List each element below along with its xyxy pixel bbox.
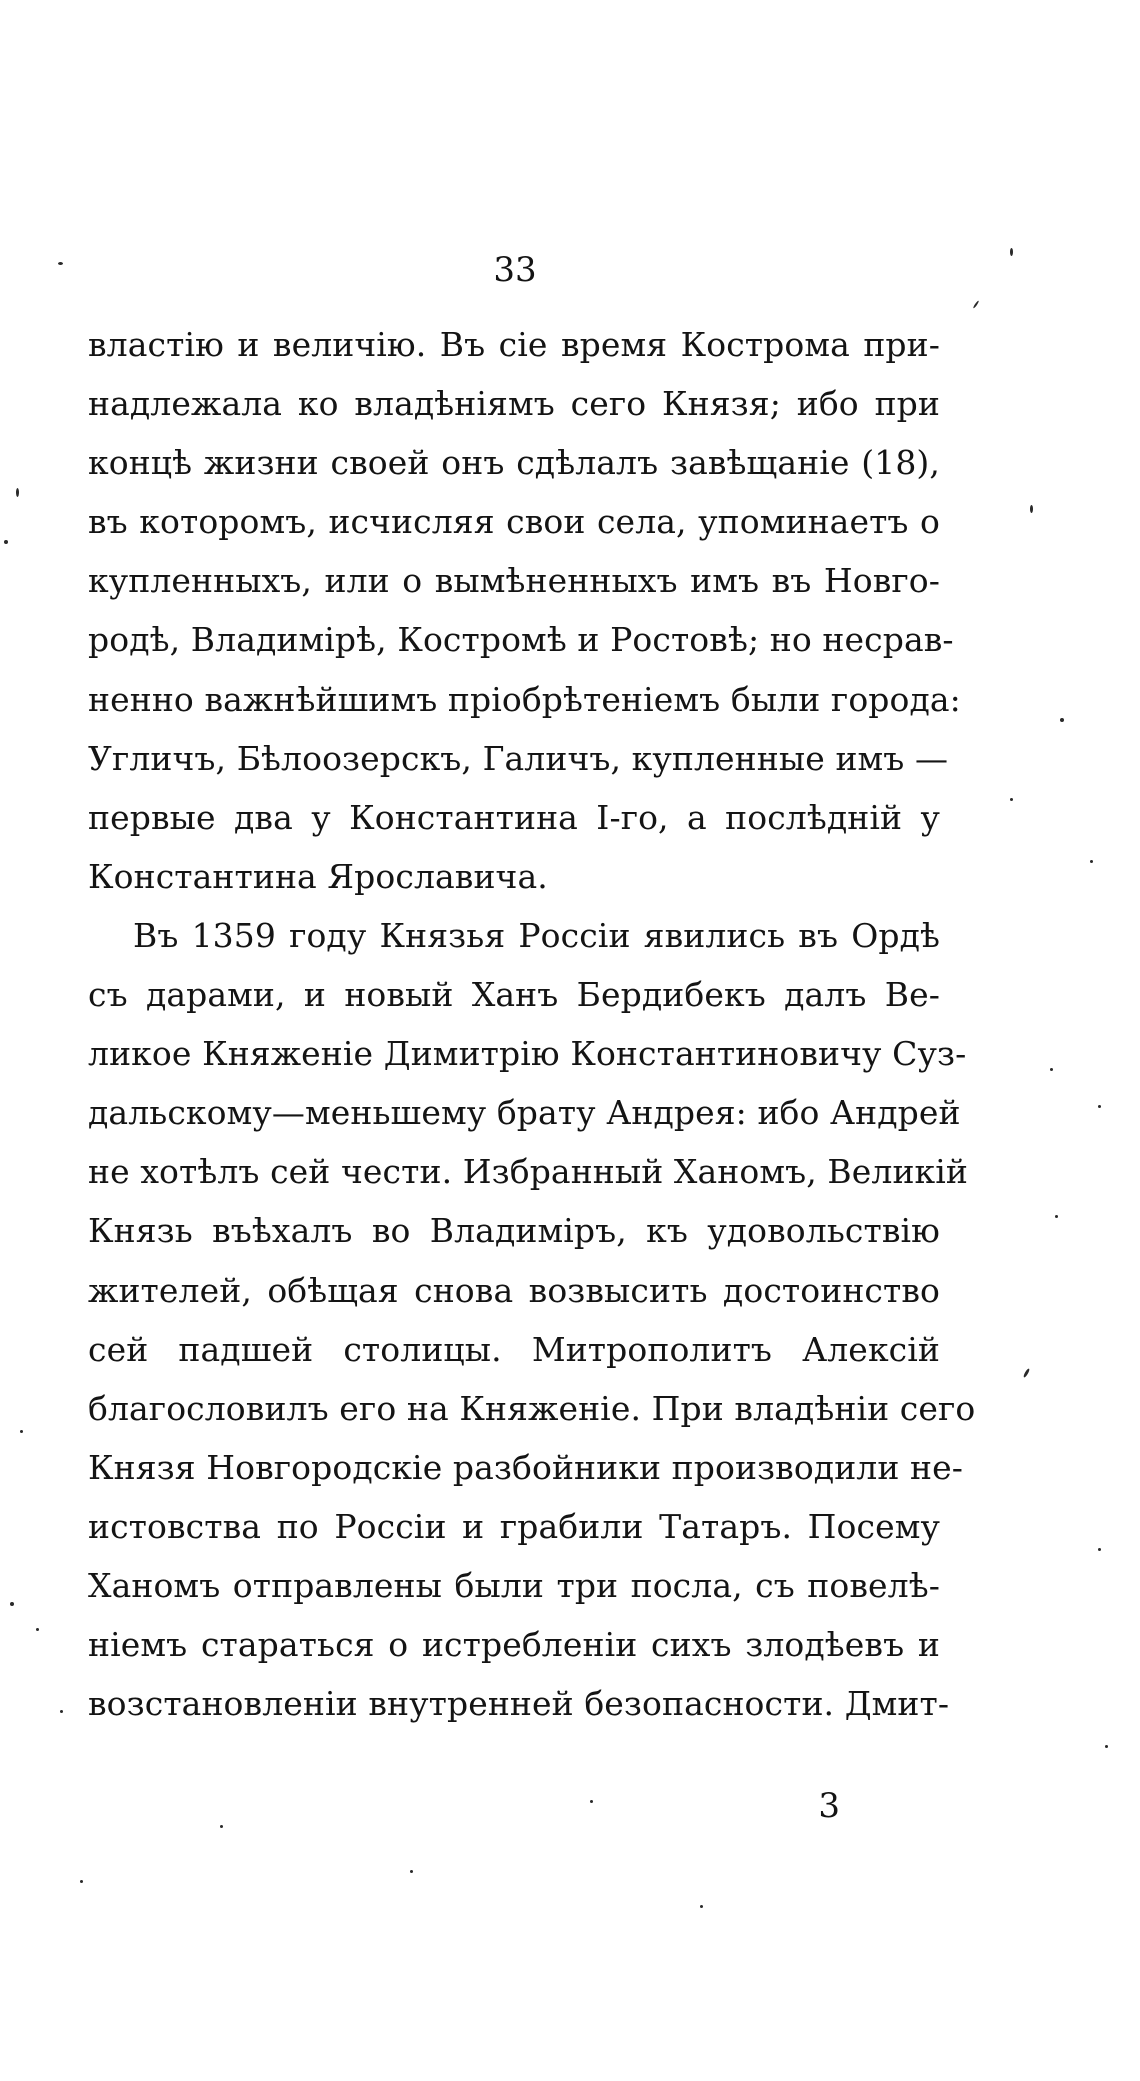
scan-speck: [1105, 1745, 1108, 1748]
scan-speck: [10, 1602, 14, 1606]
scan-speck: [410, 1870, 413, 1873]
scan-speck: [1060, 718, 1064, 722]
text-line: властію и величію. Въ сіе время Кострома при-: [88, 325, 940, 364]
scan-speck: [1023, 1368, 1031, 1378]
text-line: Князь въѣхалъ во Владиміръ, къ удовольствію: [88, 1211, 940, 1251]
text-line: не хотѣлъ сей чести. Избранный Ханомъ, Великій: [88, 1152, 969, 1192]
text-line: родѣ, Владимірѣ, Костромѣ и Ростовѣ; но несрав-: [88, 620, 954, 660]
text-line: ликое Княженіе Димитрію Константиновичу Суз-: [88, 1034, 967, 1074]
scan-speck: [973, 300, 980, 309]
scan-speck: [1090, 860, 1093, 863]
text-line: ненно важнѣйшимъ пріобрѣтеніемъ были города:: [88, 679, 961, 719]
text-line: ніемъ стараться о истребленіи сихъ злодѣевъ и: [88, 1625, 940, 1665]
scan-speck: [20, 1430, 23, 1433]
text-line: жителей, обѣщая снова возвысить достоинство: [88, 1270, 940, 1310]
scan-speck: [1055, 1215, 1058, 1218]
text-line: благословилъ его на Княженіе. При владѣніи сего: [88, 1388, 976, 1428]
text-line: дальскому—меньшему брату Андрея: ибо Андрей: [88, 1093, 961, 1133]
scan-speck: [58, 262, 63, 265]
text-line: въ которомъ, исчисляя свои села, упоминаетъ о: [88, 502, 940, 542]
text-line-last: Константина Ярославича.: [88, 856, 548, 896]
text-line: надлежала ко владѣніямъ сего Князя; ибо при: [88, 384, 940, 424]
scan-speck: [1098, 1548, 1101, 1551]
text-line: Ханомъ отправлены были три посла, съ повелѣ-: [88, 1566, 940, 1606]
scan-speck: [1030, 505, 1033, 513]
scan-speck: [590, 1800, 593, 1803]
text-line: первые два у Константина I-го, а послѣдній у: [88, 797, 940, 837]
scan-speck: [16, 488, 19, 497]
signature-mark: 3: [818, 1786, 840, 1826]
scan-speck: [4, 540, 8, 544]
text-line-first: Въ 1359 году Князья Россіи явились въ Ордѣ: [133, 916, 940, 955]
text-line: Угличъ, Бѣлоозерскъ, Галичъ, купленные имъ —: [88, 738, 949, 778]
scan-speck: [700, 1905, 703, 1908]
page-number: 33: [493, 250, 537, 290]
paragraph-1: [88, 315, 961, 906]
scan-speck: [1010, 248, 1013, 256]
text-line: истовства по Россіи и грабили Татаръ. Посему: [88, 1506, 940, 1546]
text-line: Князя Новгородскіе разбойники производили не-: [88, 1447, 964, 1487]
text-line: съ дарами, и новый Ханъ Бердибекъ далъ Ве-: [88, 975, 940, 1015]
scan-speck: [220, 1825, 223, 1828]
scan-speck: [36, 1628, 39, 1631]
scan-speck: [80, 1880, 83, 1883]
scan-speck: [60, 1710, 63, 1713]
scan-speck: [1098, 1105, 1101, 1108]
scan-speck: [1050, 1068, 1053, 1071]
paragraph-2: [88, 906, 976, 1733]
text-line: возстановленіи внутренней безопасности. Дмит-: [88, 1684, 950, 1724]
text-line: сей падшей столицы. Митрополитъ Алексій: [88, 1329, 940, 1369]
scan-speck: [1010, 798, 1013, 801]
text-line: концѣ жизни своей онъ сдѣлалъ завѣщаніе (18),: [88, 443, 940, 483]
text-line: купленныхъ, или о вымѣненныхъ имъ въ Новго-: [88, 561, 940, 601]
